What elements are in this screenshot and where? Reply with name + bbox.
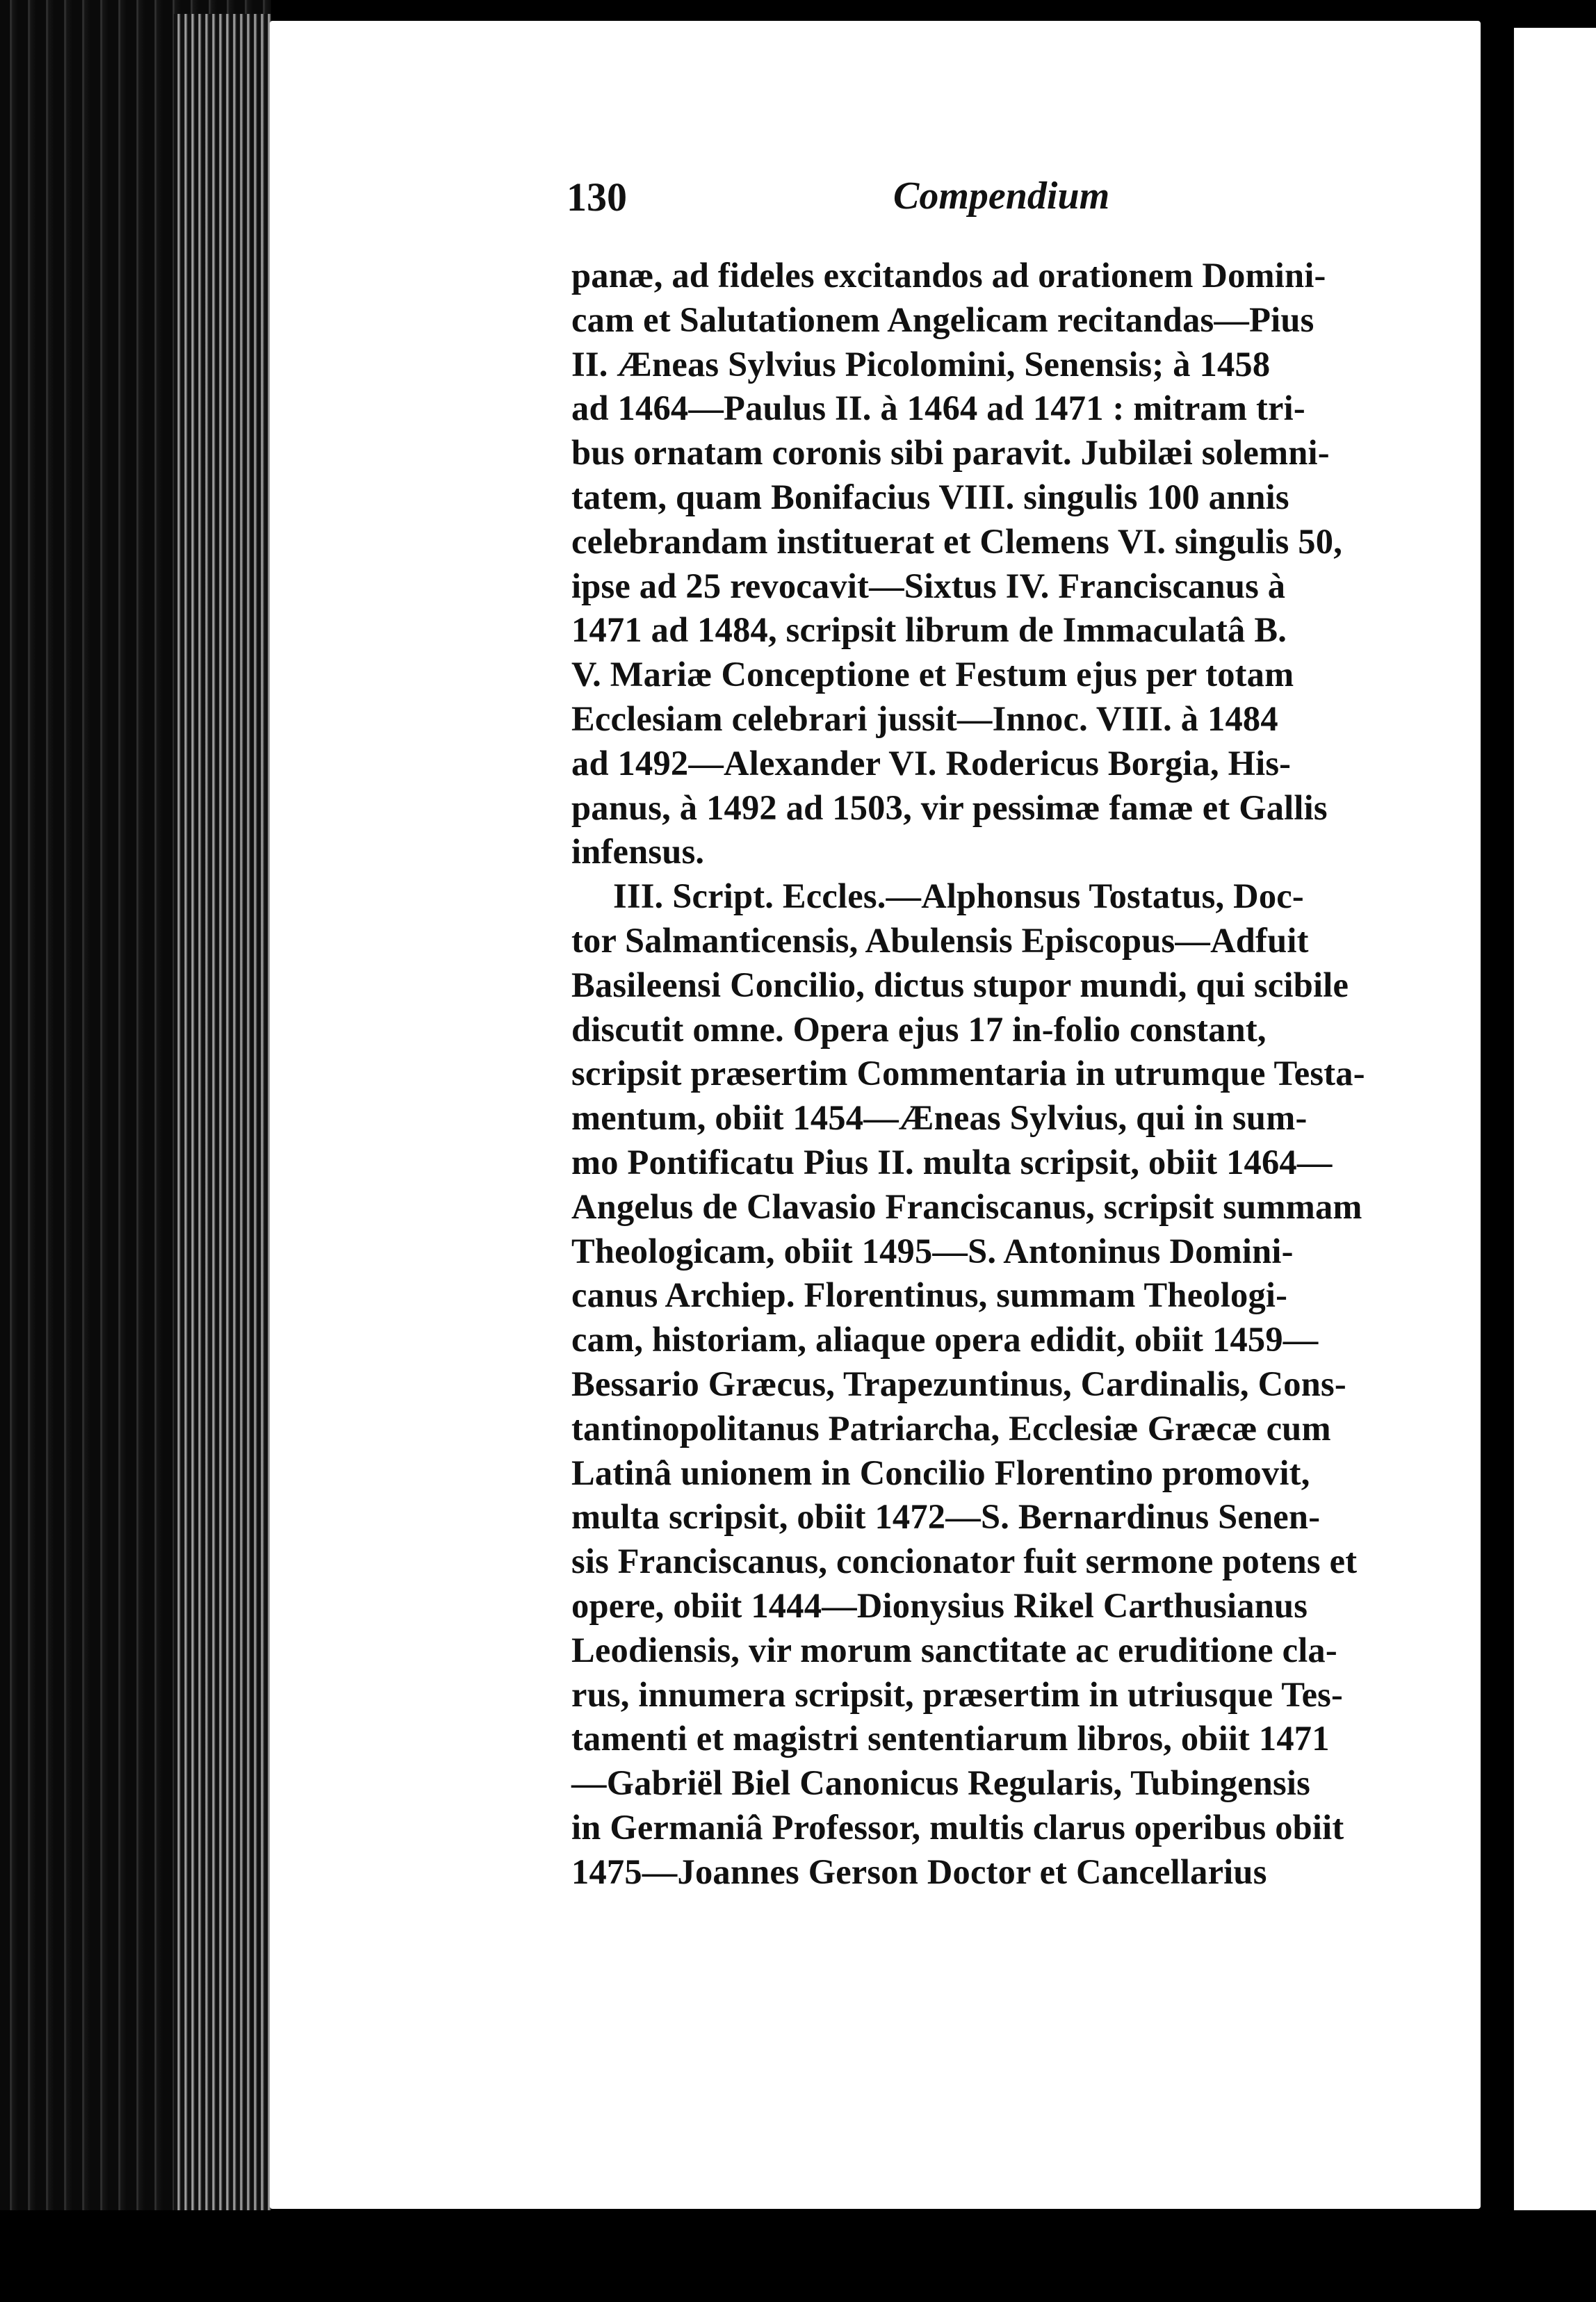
facing-page-edge bbox=[1514, 28, 1596, 2210]
text-line: canus Archiep. Florentinus, summam Theologi- bbox=[571, 1275, 1288, 1315]
text-line: ad 1464—Paulus II. à 1464 ad 1471 : mitram tri- bbox=[571, 389, 1305, 428]
text-line: multa scripsit, obiit 1472—S. Bernardinus Senen- bbox=[571, 1497, 1321, 1537]
text-line: mentum, obiit 1454—Æneas Sylvius, qui in sum- bbox=[571, 1098, 1308, 1138]
text-line: Basileensi Concilio, dictus stupor mundi, qui scibile bbox=[571, 965, 1349, 1004]
text-line: cam, historiam, aliaque opera edidit, obiit 1459— bbox=[571, 1320, 1319, 1360]
text-line: 1475—Joannes Gerson Doctor et Cancellarius bbox=[571, 1852, 1267, 1891]
text-line: bus ornatam coronis sibi paravit. Jubilæi solemni- bbox=[571, 433, 1330, 473]
text-line: mo Pontificatu Pius II. multa scripsit, obiit 1464— bbox=[571, 1142, 1333, 1182]
text-line: in Germaniâ Professor, multis clarus operibus obiit bbox=[571, 1807, 1344, 1847]
text-line: rus, innumera scripsit, præsertim in utriusque Tes- bbox=[571, 1674, 1344, 1714]
text-line: Angelus de Clavasio Franciscanus, scripsit summam bbox=[571, 1186, 1362, 1226]
page-number: 130 bbox=[567, 174, 627, 220]
text-line: Latinâ unionem in Concilio Florentino promovit, bbox=[571, 1453, 1310, 1492]
page-edges bbox=[174, 14, 271, 2280]
text-line: tor Salmanticensis, Abulensis Episcopus—Adfuit bbox=[571, 920, 1309, 960]
text-line: panus, à 1492 ad 1503, vir pessimæ famæ et Gallis bbox=[571, 787, 1328, 827]
scan-border bbox=[0, 2210, 1596, 2302]
text-line: opere, obiit 1444—Dionysius Rikel Carthusianus bbox=[571, 1585, 1308, 1625]
text-line: tatem, quam Bonifacius VIII. singulis 100 annis bbox=[571, 477, 1289, 516]
text-line: scripsit præsertim Commentaria in utrumque Testa- bbox=[571, 1054, 1365, 1093]
text-line: sis Franciscanus, concionator fuit sermone potens et bbox=[571, 1542, 1358, 1581]
text-line: 1471 ad 1484, scripsit librum de Immaculatâ B. bbox=[571, 610, 1287, 650]
text-line: tamenti et magistri sententiarum libros, obiit 1471 bbox=[571, 1719, 1330, 1758]
text-line: panæ, ad fideles excitandos ad orationem Domini- bbox=[571, 256, 1326, 295]
text-line: tantinopolitanus Patriarcha, Ecclesiæ Græcæ cum bbox=[571, 1408, 1331, 1448]
text-line: Ecclesiam celebrari jussit—Innoc. VIII. à 1484 bbox=[571, 699, 1278, 738]
text-line: Leodiensis, vir morum sanctitate ac eruditione cla- bbox=[571, 1630, 1337, 1670]
text-line: infensus. bbox=[571, 832, 705, 872]
text-line: III. Script. Eccles.—Alphonsus Tostatus, Doc- bbox=[613, 876, 1304, 916]
body-text bbox=[571, 254, 1475, 1894]
book-edge bbox=[0, 0, 271, 2302]
text-line: Theologicam, obiit 1495—S. Antoninus Domini- bbox=[571, 1231, 1294, 1271]
text-line: II. Æneas Sylvius Picolomini, Senensis; à 1458 bbox=[571, 344, 1271, 384]
text-line: ipse ad 25 revocavit—Sixtus IV. Franciscanus à bbox=[571, 566, 1286, 605]
text-line: discutit omne. Opera ejus 17 in-folio constant, bbox=[571, 1009, 1267, 1049]
text-line: V. Mariæ Conceptione et Festum ejus per totam bbox=[571, 655, 1294, 694]
text-line: —Gabriël Biel Canonicus Regularis, Tubingensis bbox=[571, 1763, 1310, 1803]
text-line: Bessario Græcus, Trapezuntinus, Cardinalis, Cons- bbox=[571, 1364, 1346, 1403]
text-line: celebrandam instituerat et Clemens VI. singulis 50, bbox=[571, 521, 1343, 561]
page-header bbox=[567, 174, 1470, 229]
text-line: cam et Salutationem Angelicam recitandas—Pius bbox=[571, 300, 1314, 339]
running-head: Compendium bbox=[893, 174, 1110, 218]
text-line: ad 1492—Alexander VI. Rodericus Borgia, His- bbox=[571, 743, 1292, 783]
